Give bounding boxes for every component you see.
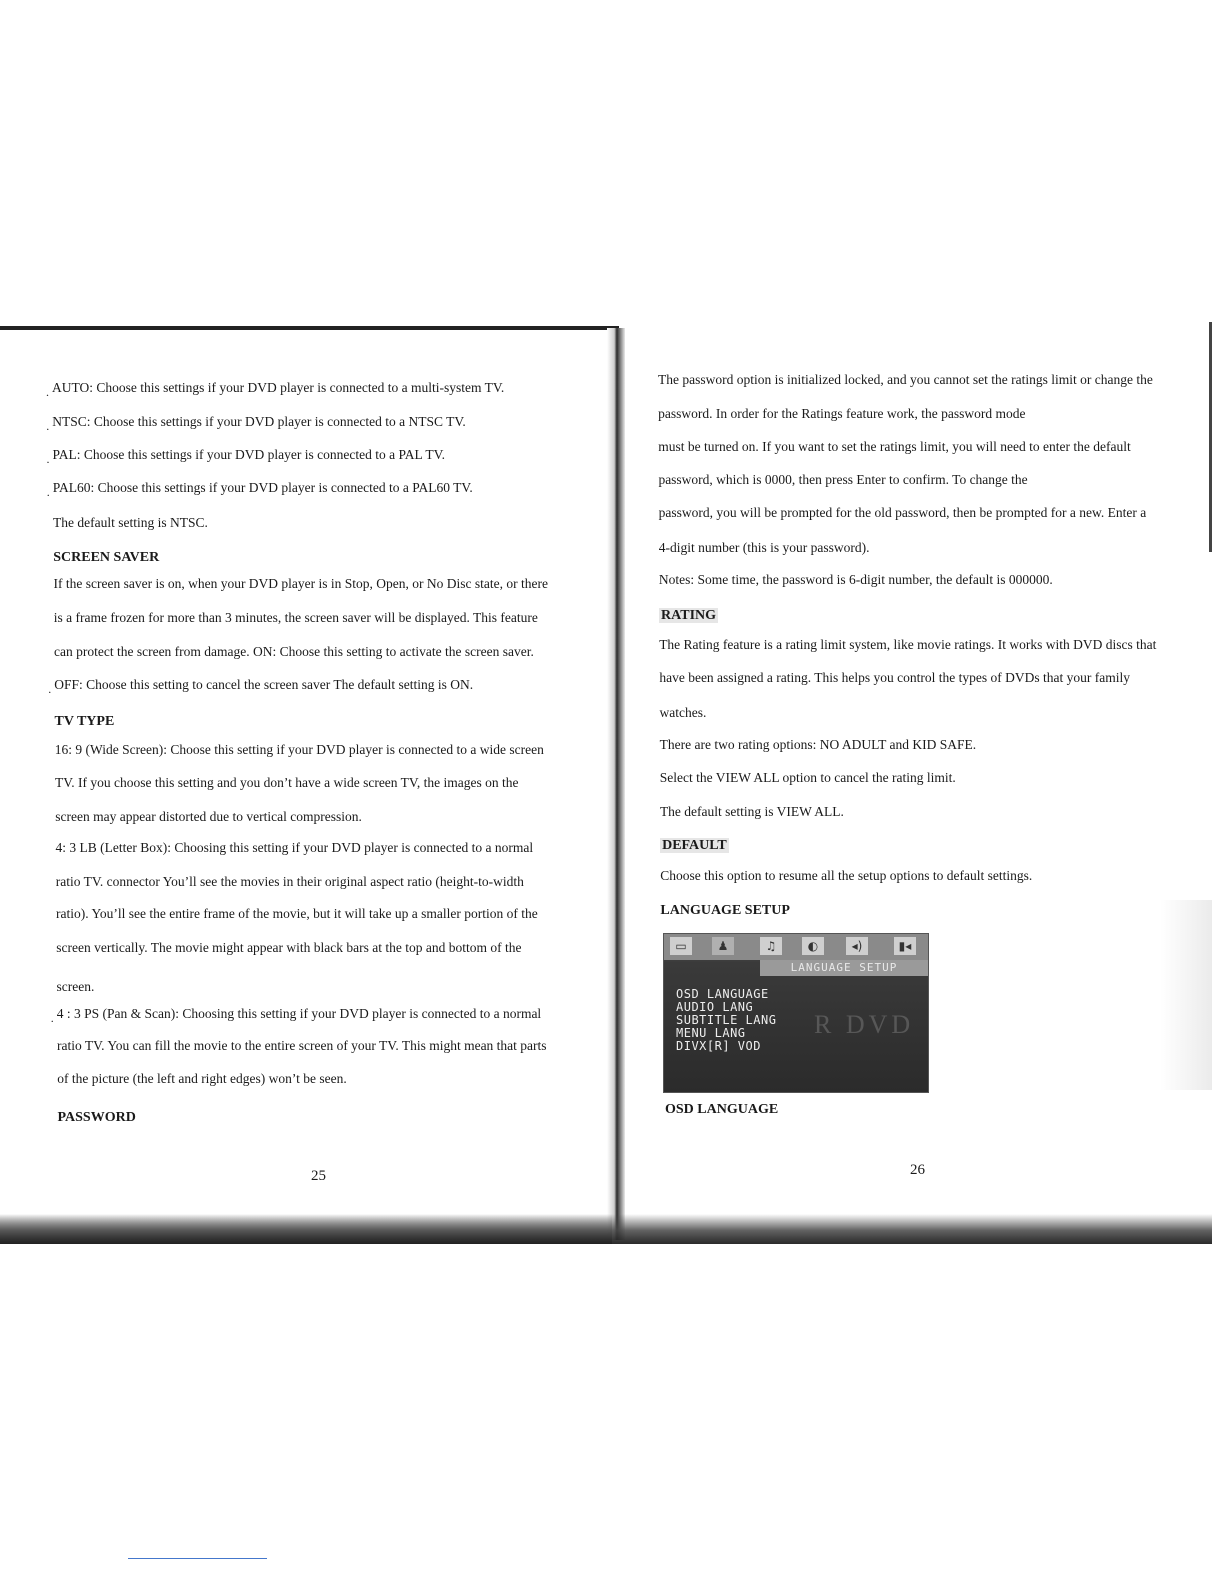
text-line [46,380,505,399]
line-text: 16: 9 (Wide Screen): Choose this setting if your DVD player is connected to a wide screen [54,742,544,757]
line-text: ratio TV. You can fill the movie to the entire screen of your TV. This might mean that parts [57,1038,547,1053]
right-page-edge [1209,322,1212,552]
text-line [57,1071,347,1087]
section-heading [660,903,790,919]
text-line [53,515,208,531]
text-line [660,770,956,786]
heading-text: RATING [661,608,717,623]
line-text: The Rating feature is a rating limit system, like movie ratings. It works with DVD discs that [659,637,1157,652]
line-text: password. In order for the Ratings feature work, the password mode [658,406,1026,421]
bullet-mark: . [48,682,52,696]
audio-setup-tab-icon: ♫ [760,937,782,955]
text-line [56,840,534,856]
line-text: password, which is 0000, then press Enter to confirm. To change the [658,472,1028,487]
text-line [46,414,466,433]
osd-language-setup-screenshot [663,933,929,1093]
text-line [659,637,1156,653]
osd-watermark: R DVD [814,1010,915,1039]
osd-tab-bar [664,934,928,960]
osd-menu-item: SUBTITLE LANG [676,1013,777,1027]
text-line [660,868,1032,884]
line-text: PAL: Choose this settings if your DVD player is connected to a PAL TV. [52,447,445,462]
line-text: is a frame frozen for more than 3 minutes, the screen saver will be displayed. This feature [53,610,538,625]
bullet-mark: . [46,452,50,466]
page-number-right: 26 [910,1162,925,1178]
line-text: must be turned on. If you want to set the ratings limit, you will need to enter the default [658,439,1131,454]
bottom-shadow [0,1214,1212,1244]
heading-text: DEFAULT [662,838,727,853]
line-text: 4 : 3 PS (Pan & Scan): Choosing this setting if your DVD player is connected to a normal [56,1006,542,1021]
line-text: of the picture (the left and right edges) won’t be seen. [57,1071,347,1086]
bullet-mark: . [50,1011,54,1025]
heading-text: PASSWORD [57,1110,136,1125]
text-line [659,540,870,556]
text-line [56,906,538,922]
line-text: screen vertically. The movie might appear with black bars at the top and bottom of the [56,940,522,955]
line-text: screen. [56,979,95,994]
section-heading [55,714,115,730]
text-line [659,670,1130,686]
text-line [46,480,473,499]
line-text: Notes: Some time, the password is 6-digit number, the default is 000000. [658,572,1053,587]
exit-setup-tab-icon: ▮◂ [894,937,916,955]
text-line [55,742,544,758]
line-text: watches. [659,705,707,720]
line-text: The password option is initialized locked, and you cannot set the ratings limit or change the [658,372,1153,387]
line-text: OFF: Choose this setting to cancel the screen saver The default setting is ON. [54,677,474,692]
line-text: have been assigned a rating. This helps you control the types of DVDs that your family [659,670,1130,685]
section-heading [660,838,729,854]
bullet-mark: . [46,385,49,399]
osd-menu-item: OSD LANGUAGE [676,987,769,1001]
section-heading [659,608,718,624]
osd-menu-list [676,988,776,1053]
text-line [660,737,976,753]
line-text: 4: 3 LB (Letter Box): Choosing this setting if your DVD player is connected to a normal [55,840,534,855]
text-line [56,874,524,890]
text-line [46,447,445,466]
line-text: The default setting is VIEW ALL. [659,804,844,819]
stray-underline [128,1558,267,1559]
line-text: Choose this option to resume all the setup options to default settings. [660,868,1033,883]
text-line [56,940,521,956]
heading-text: TV TYPE [54,714,115,729]
bullet-mark: . [46,419,50,433]
osd-menu-title: LANGUAGE SETUP [760,960,928,976]
line-text: password, you will be prompted for the old password, then be prompted for a new. Enter a [658,505,1147,520]
top-rule [0,326,615,330]
osd-language-heading: OSD LANGUAGE [665,1102,779,1117]
heading-text: LANGUAGE SETUP [660,903,790,918]
line-text: PAL60: Choose this settings if your DVD player is connected to a PAL60 TV. [52,480,473,495]
text-line [659,572,1053,588]
line-text: There are two rating options: NO ADULT and KID SAFE. [659,737,977,752]
osd-menu-item: DIVX[R] VOD [676,1039,761,1053]
text-line [658,439,1130,455]
text-line [54,576,549,592]
line-text: Select the VIEW ALL option to cancel the rating limit. [659,770,956,785]
text-line [55,775,519,791]
text-line [658,372,1153,388]
line-text: 4-digit number (this is your password). [658,540,870,555]
line-text: TV. If you choose this setting and you don’t have a wide screen TV, the images on the [55,775,519,790]
text-line [658,472,1027,488]
line-text: can protect the screen from damage. ON: Choose this setting to activate the screen saver. [54,644,534,659]
text-line [54,610,538,626]
bullet-mark: . [46,485,50,499]
line-text: ratio). You’ll see the entire frame of the movie, but it will take up a smaller portion of the [56,906,538,921]
video-setup-tab-icon: ◐ [802,937,824,955]
text-line [48,677,474,696]
page-number-left: 25 [311,1168,326,1184]
line-text: If the screen saver is on, when your DVD player is in Stop, Open, or No Disc state, or there [53,576,548,591]
general-setup-tab-icon: ▭ [670,937,692,955]
line-text: The default setting is NTSC. [53,515,208,530]
section-heading [58,1110,136,1126]
right-edge-fade [1160,900,1212,1090]
text-line [660,804,844,820]
osd-menu-item: AUDIO LANG [676,1000,754,1014]
text-line [57,979,95,995]
language-setup-tab-icon: ♟ [712,937,734,955]
text-line [57,1038,547,1054]
text-line [658,406,1025,422]
section-heading [53,550,159,566]
text-line [50,1006,542,1025]
text-line [659,505,1147,521]
line-text: AUTO: Choose this settings if your DVD player is connected to a multi-system TV. [52,380,505,395]
line-text: NTSC: Choose this settings if your DVD player is connected to a NTSC TV. [52,414,466,429]
text-line [660,705,707,721]
speaker-setup-tab-icon: ◂) [846,937,868,955]
osd-menu-item: MENU LANG [676,1026,746,1040]
book-gutter [607,328,625,1240]
line-text: ratio TV. connector You’ll see the movies in their original aspect ratio (height-to-width [55,874,524,889]
text-line [54,644,534,660]
line-text: screen may appear distorted due to vertical compression. [55,809,362,824]
text-line [55,809,362,825]
heading-text: SCREEN SAVER [53,550,160,565]
